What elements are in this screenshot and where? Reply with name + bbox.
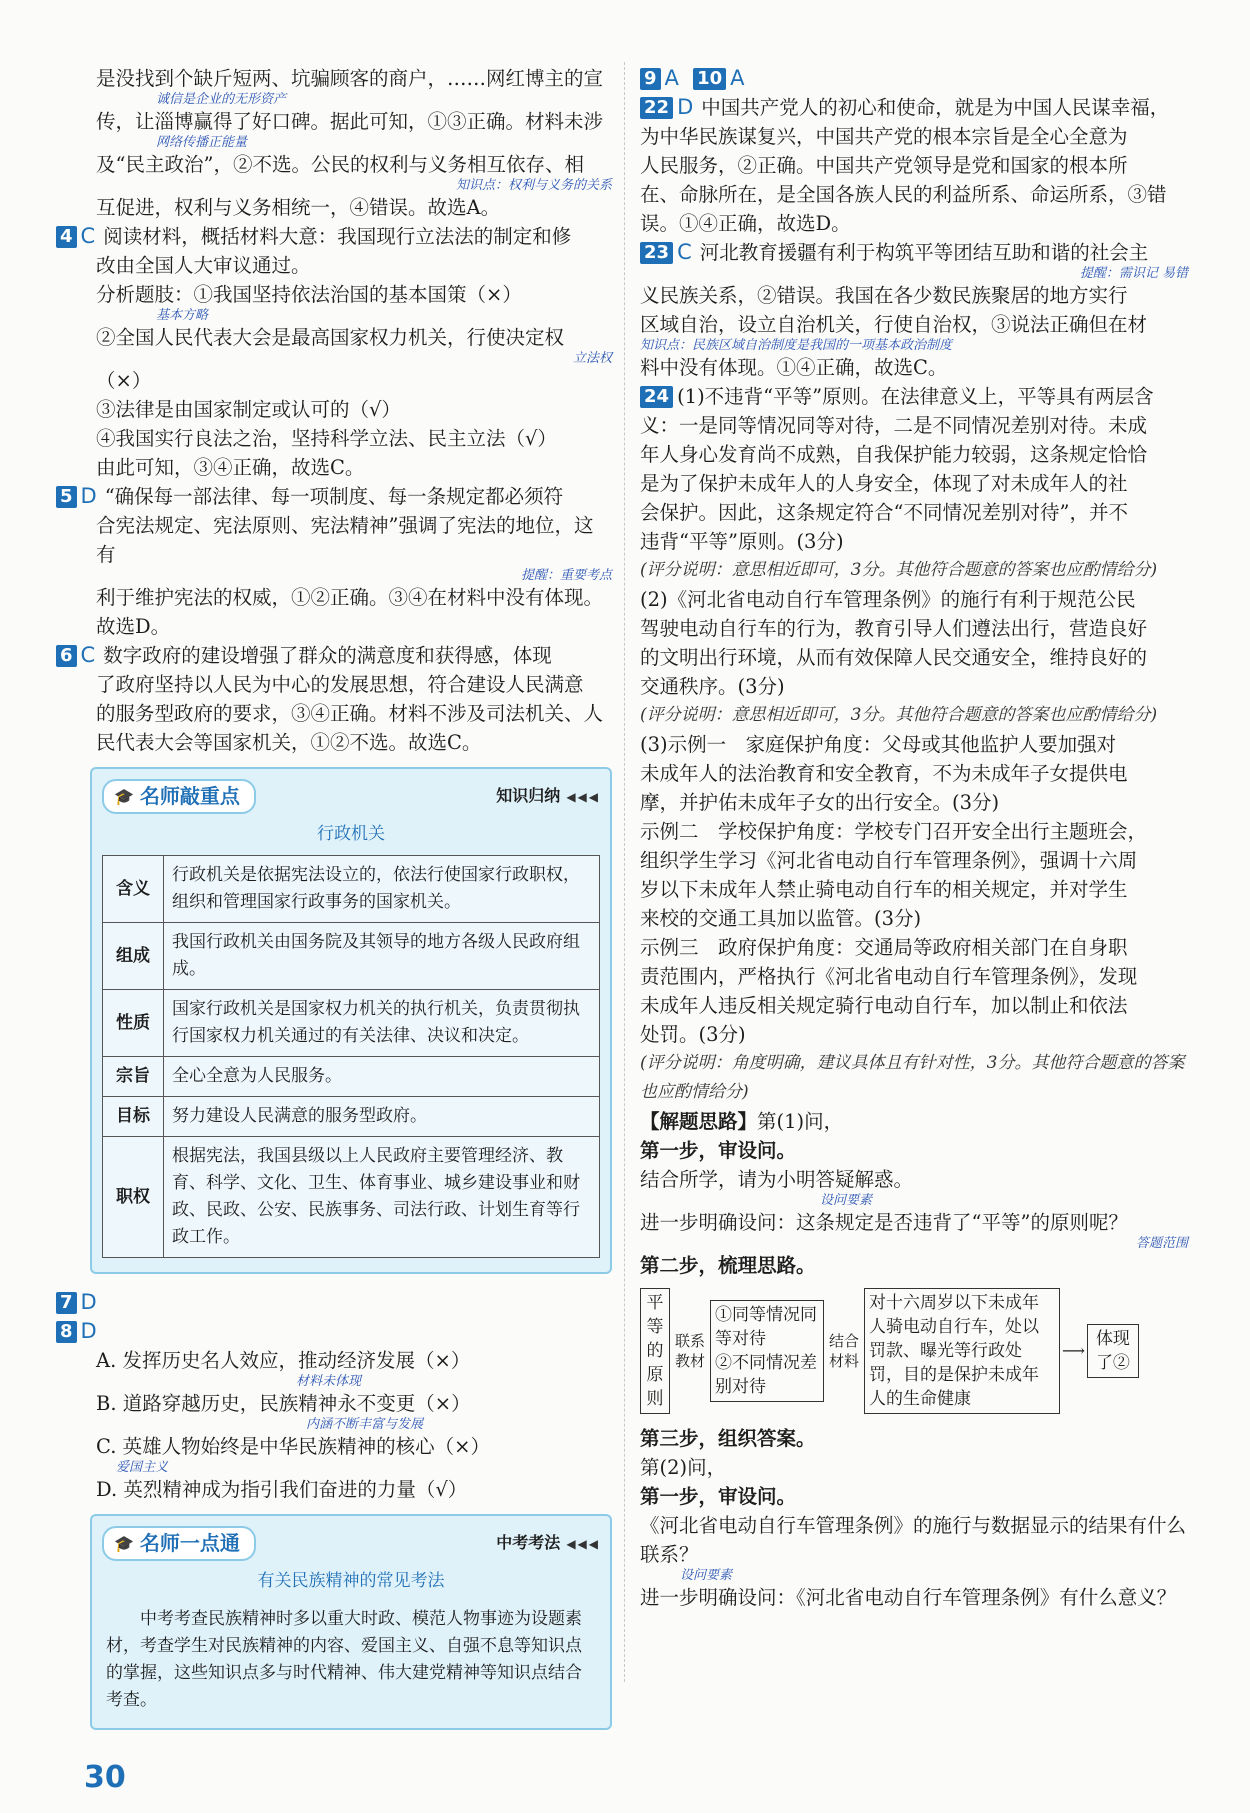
answer-line: 摩，并护佑未成年子女的出行安全。(3分) <box>640 791 1000 814</box>
answer-letter: A <box>664 66 679 90</box>
answer-line: 合宪法规定、宪法原则、宪法精神”强调了宪法的地位，这有 <box>96 514 594 566</box>
answer-line: 未成年人违反相关规定骑行电动自行车，加以制止和依法 <box>640 994 1128 1017</box>
answer-letter: D <box>80 1290 97 1314</box>
answer-line: 岁以下未成年人禁止骑电动自行车的相关规定，并对学生 <box>640 878 1128 901</box>
question-4: 4 C 阅读材料，概括材料大意：我国现行立法法的制定和修 <box>56 222 612 251</box>
scoring-note: (评分说明：角度明确，建议具体且有针对性，3分。其他符合题意的答案也应酌情给分) <box>640 1053 1185 1102</box>
answer-line: (3)示例一 家庭保护角度：父母或其他监护人要加强对 <box>640 733 1117 756</box>
left-column <box>60 64 612 1744</box>
option-line: C. 英雄人物始终是中华民族精神的核心（×） <box>96 1435 490 1458</box>
arrows-icon: ◀◀◀ <box>566 790 600 804</box>
option-line: D. 英烈精神成为指引我们奋进的力量（√） <box>96 1478 468 1501</box>
answer-line: 料中没有体现。①④正确，故选C。 <box>640 356 948 379</box>
handwritten-note: 答题范围 <box>1135 1236 1188 1251</box>
page-number: 30 <box>84 1760 126 1795</box>
arrows-icon: ◀◀◀ <box>566 1537 600 1551</box>
step-heading: 第一步，审设问。 <box>640 1139 797 1162</box>
option-line: B. 道路穿越历史，民族精神永不变更（×） <box>96 1392 471 1415</box>
handwritten-note: 知识点：权利与义务的关系 <box>455 178 612 193</box>
answer-line: 处罚。(3分) <box>640 1023 746 1046</box>
question-22: 22 D 中国共产党人的初心和使命，就是为中国人民谋幸福， <box>640 93 1188 122</box>
answer-line: 利于维护宪法的权威，①②正确。③④在材料中没有体现。 <box>96 586 604 609</box>
box-tag: 中考考法 ◀◀◀ <box>496 1533 600 1552</box>
answer-line: 人民服务，②正确。中国共产党领导是党和国家的根本所 <box>640 154 1128 177</box>
answer-line: 故选D。 <box>96 615 171 638</box>
table-row: 目标 努力建设人民满意的服务型政府。 <box>103 1097 600 1137</box>
question-number: 9 <box>640 68 661 90</box>
flow-box-result: 体现了② <box>1087 1324 1139 1378</box>
handwritten-note: 设问要素 <box>820 1193 873 1208</box>
step-text: 第(2)问， <box>640 1456 727 1479</box>
question-9-10 <box>640 64 1188 93</box>
question-number: 10 <box>693 68 726 90</box>
box-tag: 知识归纳 ◀◀◀ <box>496 786 600 805</box>
answer-line: 驾驶电动自行车的行为，教育引导人们遵法出行，营造良好 <box>640 617 1148 640</box>
handwritten-note: 提醒：需识记 易错 <box>1079 266 1188 281</box>
answer-letter: C <box>80 643 96 667</box>
handwritten-note: 立法权 <box>572 351 612 366</box>
answer-line: 分析题肢：①我国坚持依法治国的基本国策（×） <box>96 283 522 306</box>
intro-line: 传，让淄博赢得了好口碑。据此可知，①③正确。材料未涉 <box>96 110 604 133</box>
question-8 <box>56 1317 612 1346</box>
teacher-icon: 🎓 <box>114 787 134 806</box>
answer-letter: D <box>80 484 97 508</box>
answer-line: 了政府坚持以人民为中心的发展思想，符合建设人民满意 <box>96 673 584 696</box>
table-row: 组成 我国行政机关由国务院及其领导的地方各级人民政府组成。 <box>103 923 600 990</box>
answer-line: 误。①④正确，故选D。 <box>640 212 851 235</box>
tips-box <box>90 1514 612 1730</box>
flow-box-material: 对十六周岁以下未成年人骑电动自行车，处以罚款、曝光等行政处罚，目的是保护未成年人的生命健康 <box>864 1288 1060 1414</box>
question-number: 4 <box>56 226 77 248</box>
flow-box-meanings: ①同等情况同等对待 ②不同情况差别对待 <box>710 1300 824 1402</box>
column-divider <box>624 62 625 1682</box>
answer-line: 义民族关系，②错误。我国在各少数民族聚居的地方实行 <box>640 284 1128 307</box>
answer-line: 责范围内，严格执行《河北省电动自行车管理条例》，发现 <box>640 965 1138 988</box>
step-heading: 第二步，梳理思路。 <box>640 1254 816 1277</box>
box-tab: 🎓 名师一点通 <box>102 1526 256 1561</box>
question-24: 24 (1)不违背“平等”原则。在法律意义上，平等具有两层含 <box>640 382 1188 411</box>
answer-letter: A <box>730 66 745 90</box>
answer-letter: C <box>80 224 96 248</box>
answer-line: 的文明出行环境，从而有效保障人民交通安全，维持良好的 <box>640 646 1148 669</box>
intro-line: 是没找到个缺斤短两、坑骗顾客的商户，……网红博主的宣 <box>96 67 604 90</box>
option-line: A. 发挥历史名人效应，推动经济发展（×） <box>96 1349 471 1372</box>
solution-heading: 【解题思路】第(1)问， <box>640 1110 844 1133</box>
answer-line: 年人身心发育尚不成熟，自我保护能力较弱，这条规定恰恰 <box>640 443 1148 466</box>
step-text: 进一步明确设问：《河北省电动自行车管理条例》有什么意义？ <box>640 1586 1177 1609</box>
question-number: 24 <box>640 386 673 408</box>
box-title: 有关民族精神的常见考法 <box>257 1571 445 1591</box>
table-row: 含义 行政机关是依据宪法设立的，依法行使国家行政职权，组织和管理国家行政事务的国家机关。 <box>103 856 600 923</box>
question-number: 22 <box>640 97 673 119</box>
table-row: 宗旨 全心全意为人民服务。 <box>103 1057 600 1097</box>
step-heading: 第一步，审设问。 <box>640 1485 797 1508</box>
answer-line: （×） <box>96 369 152 392</box>
answer-line: 示例三 政府保护角度：交通局等政府相关部门在自身职 <box>640 936 1128 959</box>
flow-link-textbook: 联系教材 <box>674 1332 705 1370</box>
answer-line: 未成年人的法治教育和安全教育，不为未成年子女提供电 <box>640 762 1128 785</box>
answer-line: 区域自治，设立自治机关，行使自治权，③说法正确但在材 <box>640 313 1148 336</box>
answer-line: 为中华民族谋复兴，中国共产党的根本宗旨是全心全意为 <box>640 125 1128 148</box>
answer-line: 交通秩序。(3分) <box>640 675 785 698</box>
box-tab: 🎓 名师敲重点 <box>102 779 256 814</box>
answer-letter: C <box>677 240 692 264</box>
answer-line: (2)《河北省电动自行车管理条例》的施行有利于规范公民 <box>640 588 1136 611</box>
answer-line: ④我国实行良法之治，坚持科学立法、民主立法（√） <box>96 427 557 450</box>
scoring-note: (评分说明：意思相近即可，3分。其他符合题意的答案也应酌情给分) <box>640 560 1158 580</box>
answer-line: 会保护。因此，这条规定符合“不同情况差别对待”，并不 <box>640 501 1128 524</box>
answer-line: 民代表大会等国家机关，①②不选。故选C。 <box>96 731 482 754</box>
question-5: 5 D “确保每一部法律、每一项制度、每一条规定都必须符 <box>56 482 612 511</box>
question-number: 8 <box>56 1321 77 1343</box>
question-6: 6 C 数字政府的建设增强了群众的满意度和获得感，体现 <box>56 641 612 670</box>
intro-line: 及“民主政治”，②不选。公民的权利与义务相互依存、相 <box>96 153 584 176</box>
answer-line: ②全国人民代表大会是最高国家权力机关，行使决定权 <box>96 326 565 349</box>
handwritten-note: 提醒：重要考点 <box>520 568 612 583</box>
question-number: 23 <box>640 242 673 264</box>
question-7 <box>56 1288 612 1317</box>
answer-line: 的服务型政府的要求，③④正确。材料不涉及司法机关、人 <box>96 702 604 725</box>
answer-line: 组织学生学习《河北省电动自行车管理条例》，强调十六周 <box>640 849 1138 872</box>
right-column <box>640 64 1188 1612</box>
handwritten-note: 知识点：民族区域自治制度是我国的一项基本政治制度 <box>640 338 953 353</box>
answer-line: 示例二 学校保护角度：学校专门召开安全出行主题班会， <box>640 820 1148 843</box>
flow-link-material: 结合材料 <box>828 1332 859 1370</box>
step-text: 结合所学，请为小明答疑解惑。 <box>640 1168 914 1191</box>
scoring-note: (评分说明：意思相近即可，3分。其他符合题意的答案也应酌情给分) <box>640 705 1158 725</box>
answer-line: 是为了保护未成年人的人身安全，体现了对未成年人的社 <box>640 472 1128 495</box>
handwritten-note: 设问要素 <box>680 1568 733 1583</box>
intro-line: 互促进，权利与义务相统一，④错误。故选A。 <box>96 196 501 219</box>
teacher-icon: 🎓 <box>114 1534 134 1553</box>
answer-line: 由此可知，③④正确，故选C。 <box>96 456 365 479</box>
question-number: 7 <box>56 1292 77 1314</box>
question-number: 6 <box>56 645 77 667</box>
arrow-right-icon: ⟶ <box>1062 1341 1085 1360</box>
answer-line: 义：一是同等情况同等对待，二是不同情况差别对待。未成 <box>640 414 1148 437</box>
box-title: 行政机关 <box>317 824 385 844</box>
step-text: 《河北省电动自行车管理条例》的施行与数据显示的结果有什么联系？ <box>640 1514 1187 1566</box>
handwritten-note: 内涵不断丰富与发展 <box>306 1417 424 1432</box>
handwritten-note: 爱国主义 <box>116 1460 169 1475</box>
step-text: 进一步明确设问：这条规定是否违背了“平等”的原则呢？ <box>640 1211 1128 1234</box>
knowledge-table <box>102 855 600 1258</box>
table-row: 性质 国家行政机关是国家权力机关的执行机关，负责贯彻执行国家权力机关通过的有关法律、决议和决定。 <box>103 990 600 1057</box>
question-23: 23 C 河北教育援疆有利于构筑平等团结互助和谐的社会主 <box>640 238 1188 267</box>
handwritten-note: 基本方略 <box>156 308 209 323</box>
handwritten-note: 材料未体现 <box>296 1374 362 1389</box>
answer-line: 改由全国人大审议通过。 <box>96 254 311 277</box>
answer-letter: D <box>677 95 694 119</box>
handwritten-note: 网络传播正能量 <box>156 135 248 150</box>
answer-line: 在、命脉所在，是全国各族人民的利益所系、命运所系，③错 <box>640 183 1167 206</box>
handwritten-note: 诚信是企业的无形资产 <box>156 92 287 107</box>
question-number: 5 <box>56 486 77 508</box>
answer-line: 来校的交通工具加以监管。(3分) <box>640 907 922 930</box>
flow-box-principle: 平等的原则 <box>640 1288 670 1414</box>
box-body: 中考考查民族精神时多以重大时政、模范人物事迹为设题素材，考查学生对民族精神的内容、爱国主义、自强不息等知识点的掌握，这些知识点多与时代精神、伟大建党精神等知识点结合考查。 <box>106 1609 582 1710</box>
table-row: 职权 根据宪法，我国县级以上人民政府主要管理经济、教育、科学、文化、卫生、体育事业、城乡建设事业和财政、民政、公安、民族事务、司法行政、计划生育等行政工作。 <box>103 1137 600 1258</box>
answer-line: ③法律是由国家制定或认可的（√） <box>96 398 401 421</box>
thinking-flowchart <box>640 1288 1188 1414</box>
step-heading: 第三步，组织答案。 <box>640 1427 816 1450</box>
knowledge-box <box>90 767 612 1274</box>
answer-letter: D <box>80 1319 97 1343</box>
answer-line: 违背“平等”原则。(3分) <box>640 530 844 553</box>
